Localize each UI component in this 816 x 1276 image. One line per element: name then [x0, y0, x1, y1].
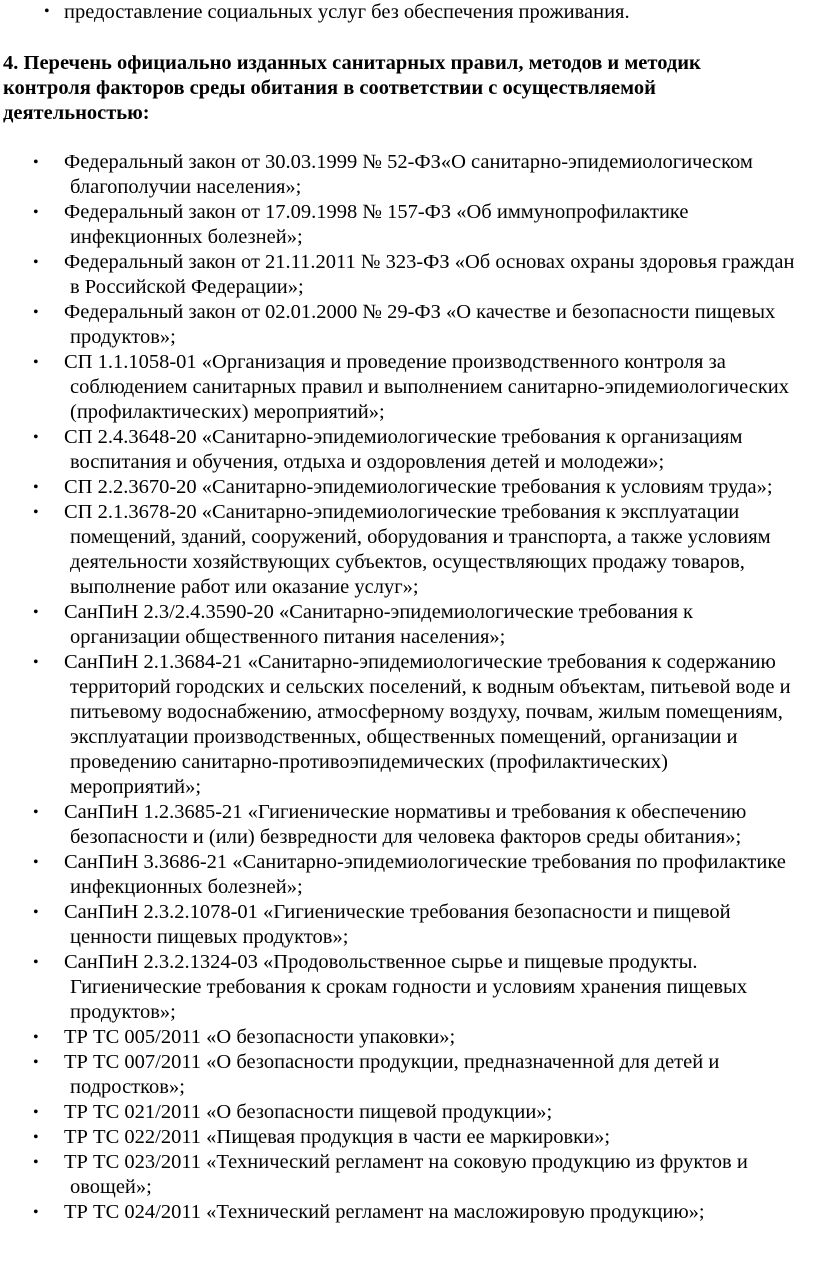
bullet-icon: •	[33, 429, 39, 446]
bullet-icon: •	[33, 804, 39, 821]
bullet-icon: •	[33, 954, 39, 971]
list-item-text: ТР ТС 021/2011 «О безопасности пищевой продукции»;	[64, 1101, 553, 1123]
bullet-icon: •	[33, 1204, 39, 1221]
list-item	[0, 900, 816, 950]
regulations-list	[0, 150, 816, 1225]
list-item-text: СанПиН 1.2.3685-21 «Гигиенические нормативы и требования к обеспечению безопасности и (или) безвредности для человека факторов среды обитания»;	[64, 801, 747, 848]
list-item	[0, 500, 816, 600]
list-item-text: СП 2.4.3648-20 «Санитарно-эпидемиологические требования к организациям воспитания и обучения, отдыха и оздоровления детей и молодежи»;	[64, 426, 743, 473]
bullet-icon: •	[33, 479, 39, 496]
list-item-text: ТР ТС 022/2011 «Пищевая продукция в части ее маркировки»;	[64, 1126, 611, 1148]
section-heading: 4. Перечень официально изданных санитарных правил, методов и методик контроля факторов среды обитания в соответствии с осуществляемой деятельностью:	[3, 52, 701, 124]
bullet-icon: •	[33, 1029, 39, 1046]
list-item	[0, 200, 816, 250]
list-item-text: Федеральный закон от 30.03.1999 № 52-ФЗ«О санитарно-эпидемиологическом благополучии населения»;	[64, 151, 753, 198]
list-item	[0, 950, 816, 1025]
list-item	[0, 850, 816, 900]
list-item-text: СП 2.1.3678-20 «Санитарно-эпидемиологические требования к эксплуатации помещений, зданий, сооружений, оборудования и транспорта, а также условиям деятельности хозяйствующих субъектов, осуществляющих продажу товаров, выполнение работ или оказание услуг»;	[64, 501, 771, 598]
bullet-icon: •	[44, 3, 50, 20]
list-item-text: Федеральный закон от 21.11.2011 № 323-ФЗ «Об основах охраны здоровья граждан в Российской Федерации»;	[64, 251, 795, 298]
list-item	[0, 1100, 816, 1125]
bullet-icon: •	[33, 1104, 39, 1121]
list-item	[0, 475, 816, 500]
bullet-icon: •	[33, 1054, 39, 1071]
bullet-icon: •	[33, 354, 39, 371]
list-item-text: Федеральный закон от 02.01.2000 № 29-ФЗ «О качестве и безопасности пищевых продуктов»;	[64, 301, 776, 348]
list-item	[0, 1025, 816, 1050]
bullet-icon: •	[33, 854, 39, 871]
list-item	[0, 600, 816, 650]
list-item-text: предоставление социальных услуг без обеспечения проживания.	[64, 1, 630, 23]
bullet-icon: •	[33, 504, 39, 521]
bullet-icon: •	[33, 1129, 39, 1146]
list-item-text: ТР ТС 024/2011 «Технический регламент на масложировую продукцию»;	[64, 1201, 705, 1223]
list-item	[0, 350, 816, 425]
list-item	[0, 425, 816, 475]
list-item	[0, 150, 816, 200]
list-item	[0, 1150, 816, 1200]
list-item-text: СП 1.1.1058-01 «Организация и проведение производственного контроля за соблюдением санитарных правил и выполнением санитарно-эпидемиологических (профилактических) мероприятий»;	[64, 351, 790, 423]
list-item-text: СанПиН 2.3.2.1324-03 «Продовольственное сырье и пищевые продукты. Гигиенические требования к срокам годности и условиям хранения пищевых продуктов»;	[64, 951, 748, 1023]
bullet-icon: •	[33, 604, 39, 621]
list-item	[0, 650, 816, 800]
list-item	[0, 1200, 816, 1225]
list-item	[0, 250, 816, 300]
bullet-icon: •	[33, 154, 39, 171]
bullet-icon: •	[33, 1154, 39, 1171]
bullet-icon: •	[33, 254, 39, 271]
list-item	[0, 300, 816, 350]
bullet-icon: •	[33, 304, 39, 321]
list-item	[0, 1050, 816, 1100]
list-item	[0, 1125, 816, 1150]
list-item	[0, 800, 816, 850]
bullet-icon: •	[33, 904, 39, 921]
bullet-icon: •	[33, 204, 39, 221]
list-item-text: ТР ТС 007/2011 «О безопасности продукции, предназначенной для детей и подростков»;	[64, 1051, 720, 1098]
list-item-text: ТР ТС 023/2011 «Технический регламент на соковую продукцию из фруктов и овощей»;	[64, 1151, 748, 1198]
list-item-text: Федеральный закон от 17.09.1998 № 157-ФЗ «Об иммунопрофилактике инфекционных болезней»;	[64, 201, 689, 248]
list-item-text: СанПиН 2.3.2.1078-01 «Гигиенические требования безопасности и пищевой ценности пищевых продуктов»;	[64, 901, 731, 948]
list-item-text: СанПиН 2.3/2.4.3590-20 «Санитарно-эпидемиологические требования к организации общественного питания населения»;	[64, 601, 693, 648]
list-item-text: СанПиН 3.3686-21 «Санитарно-эпидемиологические требования по профилактике инфекционных болезней»;	[64, 851, 786, 898]
bullet-icon: •	[33, 654, 39, 671]
list-item-text: ТР ТС 005/2011 «О безопасности упаковки»;	[64, 1026, 456, 1048]
list-item-text: СП 2.2.3670-20 «Санитарно-эпидемиологические требования к условиям труда»;	[64, 476, 773, 498]
list-item-text: СанПиН 2.1.3684-21 «Санитарно-эпидемиологические требования к содержанию территорий городских и сельских поселений, к водным объектам, питьевой воде и питьевому водоснабжению, атмосферному воздуху, почвам, жилым помещениям, эксплуатации производственных, общественных помещений, организации и проведению санитарно-противоэпидемических (профилактических) мероприятий»;	[64, 651, 791, 798]
